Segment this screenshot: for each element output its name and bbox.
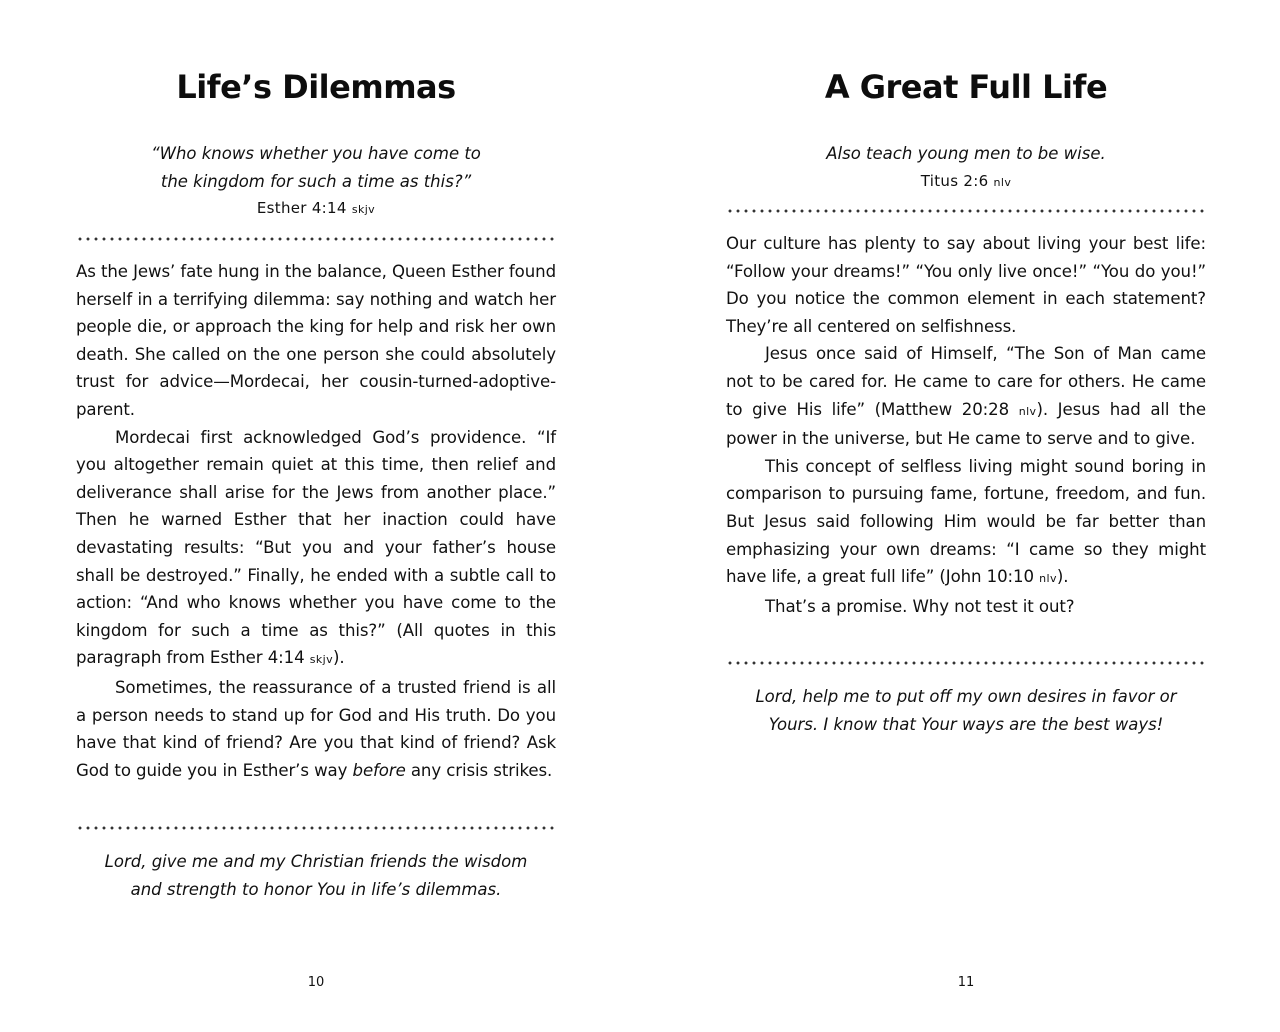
page-number: 10 xyxy=(307,975,325,990)
dotted-divider xyxy=(76,237,556,241)
devotional-body xyxy=(726,230,1206,620)
version-abbrev: nlv xyxy=(1018,404,1037,418)
prayer-line: Yours. I know that Your ways are the best ways! xyxy=(768,714,1164,734)
prayer-line: and strength to honor You in life’s dilemmas. xyxy=(130,879,502,899)
prayer-line: Lord, give me and my Christian friends the wisdom xyxy=(104,852,528,871)
dotted-divider xyxy=(726,661,1206,665)
paragraph-text: ). xyxy=(1056,567,1069,587)
epigraph-line: Also teach young men to be wise. xyxy=(826,144,1106,163)
version-abbrev: skjv xyxy=(309,653,334,667)
body-paragraph xyxy=(76,424,556,674)
dotted-divider xyxy=(726,209,1206,213)
closing-prayer xyxy=(726,683,1206,738)
right-page xyxy=(726,0,1206,1032)
paragraph-text: ). xyxy=(333,648,345,668)
devotional-body xyxy=(76,258,556,784)
paragraph-text: Sometimes, the reassurance of a trusted friend is all a person needs to stand up for God and His truth. Do you have that kind of friend? Are you that kind of friend? Ask God to guide you in Esther’s way xyxy=(76,677,556,780)
epigraph-line: “Who knows whether you have come to xyxy=(151,144,481,163)
paragraph-text: Mordecai first acknowledged God’s providence. “If you altogether remain quiet at this time, then relief and deliverance shall arise for the Jews from another place.” Then he warned Esther that her inaction could have devastating results: “But you and your father’s house shall be destroyed.” Finally, he ended with a subtle call to action: “And who knows whether you have come to the kingdom for such a time as this?” (All quotes in this paragraph from Esther 4:14 xyxy=(76,427,556,668)
paragraph-text: ). Jesus had all the power in the universe, but He came to serve and to give. xyxy=(726,399,1206,449)
paragraph-text: This concept of selfless living might sound boring in comparison to pursuing fame, fortune, freedom, and fun. But Jesus said following Him would be far better than emphasizing your own dreams: “I came so they might have life, a great full life” (John 10:10 xyxy=(726,456,1206,587)
body-paragraph xyxy=(726,453,1206,593)
epigraph-line: the kingdom for such a time as this?” xyxy=(160,171,472,191)
emphasis-text: before xyxy=(352,760,406,780)
body-paragraph: That’s a promise. Why not test it out? xyxy=(765,596,1075,616)
scripture-epigraph xyxy=(726,140,1206,196)
page-title: Life’s Dilemmas xyxy=(176,68,456,106)
version-abbrev: nlv xyxy=(1039,572,1057,586)
body-paragraph: As the Jews’ fate hung in the balance, Queen Esther found herself in a terrifying dilemma: say nothing and watch her people die, or approach the king for help and risk her own death. She called on the one person she could absolutely trust for advice—Mordecai, her cousin-turned-adoptive-parent. xyxy=(76,262,556,419)
paragraph-text: any crisis strikes. xyxy=(405,760,553,780)
reference-book: Esther 4:14 xyxy=(256,199,347,217)
reference-version: skjv xyxy=(351,203,376,216)
page-title: A Great Full Life xyxy=(824,68,1108,106)
paragraph-text: Jesus once said of Himself, “The Son of Man came not to be cared for. He came to care for others. He came to give His life” (Matthew 20:28 xyxy=(726,344,1206,419)
scripture-epigraph xyxy=(76,140,556,224)
left-page xyxy=(76,0,556,1032)
closing-prayer xyxy=(76,848,556,903)
scripture-reference xyxy=(726,168,1206,197)
scripture-reference xyxy=(76,195,556,224)
body-paragraph xyxy=(726,340,1206,452)
dotted-divider xyxy=(76,826,556,830)
reference-book: Titus 2:6 xyxy=(920,171,989,190)
prayer-line: Lord, help me to put off my own desires in favor or xyxy=(755,687,1177,706)
page-number: 11 xyxy=(957,975,975,990)
body-paragraph xyxy=(76,674,556,784)
body-paragraph: Our culture has plenty to say about living your best life: “Follow your dreams!” “You only live once!” “You do you!” Do you notice the common element in each statement? They’re all centered on selfishness. xyxy=(726,234,1206,336)
reference-version: nlv xyxy=(993,175,1012,189)
